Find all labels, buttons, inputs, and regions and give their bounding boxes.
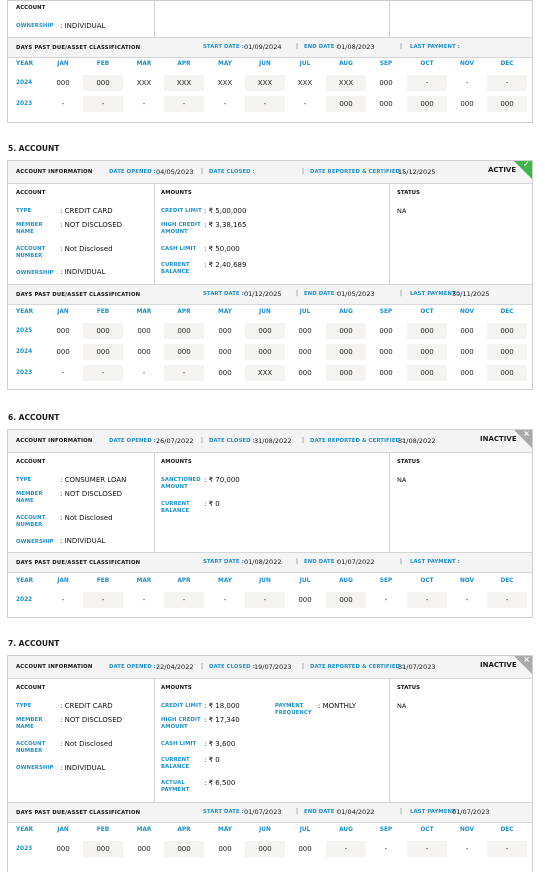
ownership-label: OWNERSHIP	[16, 539, 54, 545]
grid-value-cell: -	[465, 845, 469, 853]
grid-value-cell: 000	[487, 365, 527, 381]
account-card	[7, 429, 533, 618]
amount-label: CREDIT LIMIT	[161, 208, 202, 214]
grid-month-header: JUN	[259, 578, 271, 584]
grid-month-header: JUN	[259, 61, 271, 67]
amount-value: : ₹ 50,000	[204, 245, 240, 253]
grid-value-cell: -	[407, 592, 447, 608]
grid-value-cell: 000	[379, 327, 393, 335]
grid-value-cell: 000	[326, 323, 366, 339]
grid-value-cell: XXX	[245, 75, 285, 91]
grid-month-header: AUG	[339, 61, 353, 67]
ownership-value: : INDIVIDUAL	[60, 537, 106, 545]
type-value: : CREDIT CARD	[60, 702, 113, 710]
grid-month-header: FEB	[96, 827, 110, 833]
grid-value-cell: 000	[407, 323, 447, 339]
payment-frequency-label: PAYMENT FREQUENCY	[275, 703, 312, 716]
amount-value: : ₹ 0	[204, 756, 220, 764]
grid-value-cell: 000	[245, 323, 285, 339]
grid-month-header: JUL	[299, 578, 311, 584]
grid-value-cell: 000	[164, 323, 204, 339]
member-name-value: : NOT DISCLOSED	[60, 490, 123, 498]
date-opened-label: DATE OPENED :	[109, 664, 156, 670]
grid-month-header: MAR	[136, 578, 152, 584]
grid-value-cell: -	[465, 596, 469, 604]
grid-value-cell: -	[83, 365, 123, 381]
grid-month-header: JAN	[57, 578, 69, 584]
member-name-label: MEMBER NAME	[16, 717, 43, 730]
amount-value: : ₹ 6,500	[204, 779, 236, 787]
grid-year-cell: 2025	[16, 328, 33, 334]
grid-value-cell: 000	[379, 369, 393, 377]
grid-month-header: NOV	[459, 61, 475, 67]
status-value: NA	[397, 702, 407, 710]
amount-value: : ₹ 0	[204, 500, 220, 508]
grid-value-cell: 000	[218, 845, 232, 853]
account-number-label: ACCOUNT NUMBER	[16, 741, 46, 754]
grid-value-cell: -	[465, 79, 469, 87]
account-col-heading: ACCOUNT	[16, 459, 46, 465]
grid-value-cell: -	[487, 841, 527, 857]
end-date-value: 01/07/2022	[337, 558, 375, 566]
ownership-label: OWNERSHIP	[16, 270, 54, 276]
grid-value-cell: 000	[379, 79, 393, 87]
payment-frequency-value: : MONTHLY	[318, 702, 357, 710]
grid-year-cell: 2023	[16, 101, 33, 107]
end-date-label: END DATE :	[304, 291, 339, 297]
account-details	[8, 184, 532, 285]
grid-value-cell: 000	[326, 344, 366, 360]
grid-month-header: MAY	[218, 827, 232, 833]
grid-month-header: JUL	[299, 61, 311, 67]
grid-month-header: MAY	[218, 309, 232, 315]
amount-value: : ₹ 18,000	[204, 702, 240, 710]
grid-value-cell: -	[487, 75, 527, 91]
status-heading: STATUS	[397, 190, 421, 196]
amount-label: HIGH CREDIT AMOUNT	[161, 222, 201, 235]
grid-value-cell: 000	[137, 845, 151, 853]
grid-month-header: NOV	[459, 827, 475, 833]
date-closed-value: 31/08/2022	[254, 437, 292, 445]
account-title: 5. ACCOUNT	[8, 144, 60, 153]
account-info-block	[8, 1, 532, 38]
member-name-label: MEMBER NAME	[16, 222, 43, 235]
grid-value-cell: XXX	[164, 75, 204, 91]
grid-value-cell: XXX	[245, 365, 285, 381]
dpd-title: DAYS PAST DUE/ASSET CLASSIFICATION	[16, 810, 141, 816]
grid-month-header: JUN	[259, 827, 271, 833]
grid-value-cell: -	[384, 845, 388, 853]
date-reported-label: DATE REPORTED & CERTIFIED :	[310, 664, 405, 670]
grid-month-header: OCT	[420, 309, 434, 315]
start-date-label: START DATE :	[203, 291, 244, 297]
amount-value: : ₹ 2,40,689	[204, 261, 247, 269]
grid-value-cell: 000	[56, 79, 70, 87]
member-name-value: : NOT DISCLOSED	[60, 221, 123, 229]
amount-label: CURRENT BALANCE	[161, 501, 190, 514]
grid-value-cell: 000	[218, 327, 232, 335]
amounts-heading: AMOUNTS	[161, 190, 192, 196]
grid-month-header: MAR	[136, 309, 152, 315]
grid-value-cell: 000	[326, 96, 366, 112]
start-date-value: 01/08/2022	[244, 558, 282, 566]
grid-value-cell: 000	[164, 344, 204, 360]
grid-month-header: NOV	[459, 578, 475, 584]
member-name-label: MEMBER NAME	[16, 491, 43, 504]
grid-value-cell: -	[384, 596, 388, 604]
grid-month-header: APR	[177, 827, 191, 833]
grid-value-cell: 000	[83, 344, 123, 360]
grid-value-cell: -	[326, 841, 366, 857]
account-number-label: ACCOUNT NUMBER	[16, 246, 46, 259]
grid-value-cell: 000	[298, 596, 312, 604]
grid-year-header: YEAR	[16, 578, 34, 584]
grid-year-header: YEAR	[16, 61, 34, 67]
grid-month-header: JAN	[57, 61, 69, 67]
type-value: : CREDIT CARD	[60, 207, 113, 215]
dpd-title: DAYS PAST DUE/ASSET CLASSIFICATION	[16, 560, 141, 566]
status-heading: STATUS	[397, 459, 421, 465]
grid-value-cell: 000	[407, 96, 447, 112]
date-opened-label: DATE OPENED :	[109, 438, 156, 444]
account-col-heading: ACCOUNT	[16, 190, 46, 196]
date-opened-value: 22/04/2022	[156, 663, 194, 671]
ownership-value: : INDIVIDUAL	[60, 22, 106, 30]
account-card-partial	[7, 0, 533, 123]
grid-value-cell: 000	[245, 344, 285, 360]
type-label: TYPE	[16, 208, 32, 214]
grid-month-header: OCT	[420, 827, 434, 833]
grid-month-header: SEP	[379, 309, 393, 315]
start-date-label: START DATE :	[203, 809, 244, 815]
type-label: TYPE	[16, 477, 32, 483]
start-date-label: START DATE :	[203, 559, 244, 565]
grid-value-cell: 000	[487, 344, 527, 360]
ownership-value: : INDIVIDUAL	[60, 268, 106, 276]
grid-year-cell: 2024	[16, 349, 33, 355]
grid-value-cell: 000	[218, 369, 232, 377]
grid-month-header: AUG	[339, 827, 353, 833]
grid-year-cell: 2024	[16, 80, 33, 86]
grid-month-header: SEP	[379, 61, 393, 67]
grid-month-header: MAR	[136, 827, 152, 833]
grid-value-cell: -	[245, 96, 285, 112]
account-number-value: : Not Disclosed	[60, 245, 113, 253]
grid-value-cell: -	[164, 365, 204, 381]
grid-value-cell: -	[83, 96, 123, 112]
last-payment-label: LAST PAYMENT :	[410, 44, 460, 50]
amount-value: : ₹ 17,340	[204, 716, 240, 724]
grid-value-cell: 000	[218, 348, 232, 356]
grid-value-cell: 000	[245, 841, 285, 857]
grid-month-header: JUL	[299, 827, 311, 833]
grid-value-cell: XXX	[326, 75, 366, 91]
member-name-value: : NOT DISCLOSED	[60, 716, 123, 724]
grid-value-cell: -	[223, 596, 227, 604]
account-info-header: ACCOUNT INFORMATION DATE OPENED : 26/07/2022 | DATE CLOSED : 31/08/2022 | DATE REPORTED & CERTIFIED : 31/08/2022 INACTIVE ×	[8, 430, 532, 453]
date-reported-value: 31/08/2022	[398, 437, 436, 445]
status-value: NA	[397, 207, 407, 215]
dpd-header: DAYS PAST DUE/ASSET CLASSIFICATION START DATE : 01/08/2022 | END DATE : 01/07/2022 | LAST PAYMENT :	[8, 553, 532, 573]
status-badge: INACTIVE	[480, 435, 517, 443]
grid-month-header: FEB	[96, 309, 110, 315]
last-payment-label: LAST PAYMENT :	[410, 559, 460, 565]
grid-month-header: JUL	[299, 309, 311, 315]
grid-value-cell: -	[142, 369, 146, 377]
grid-month-header: OCT	[420, 61, 434, 67]
amount-label: SANCTIONED AMOUNT	[161, 477, 201, 490]
account-number-value: : Not Disclosed	[60, 740, 113, 748]
amount-label: CURRENT BALANCE	[161, 757, 190, 770]
dpd-title: DAYS PAST DUE/ASSET CLASSIFICATION	[16, 45, 141, 51]
amounts-heading: AMOUNTS	[161, 685, 192, 691]
end-date-value: 01/08/2023	[337, 43, 375, 51]
ownership-label: OWNERSHIP	[16, 765, 54, 771]
grid-value-cell: 000	[379, 348, 393, 356]
end-date-value: 01/04/2022	[337, 808, 375, 816]
last-payment-value: 01/07/2023	[452, 808, 490, 816]
grid-value-cell: 000	[407, 344, 447, 360]
status-badge: ACTIVE	[488, 166, 517, 174]
grid-month-header: DEC	[500, 578, 514, 584]
grid-value-cell: -	[487, 592, 527, 608]
account-info-header: ACCOUNT INFORMATION DATE OPENED : 22/04/2022 | DATE CLOSED : 19/07/2023 | DATE REPORTED & CERTIFIED : 31/07/2023 INACTIVE ×	[8, 656, 532, 679]
dpd-header: DAYS PAST DUE/ASSET CLASSIFICATION START DATE : 01/09/2024 | END DATE : 01/08/2023 | LAST PAYMENT :	[8, 38, 532, 58]
start-date-label: START DATE :	[203, 44, 244, 50]
date-opened-value: 26/07/2022	[156, 437, 194, 445]
grid-value-cell: -	[303, 100, 307, 108]
type-label: TYPE	[16, 703, 32, 709]
grid-value-cell: -	[407, 841, 447, 857]
grid-value-cell: 000	[326, 592, 366, 608]
end-date-label: END DATE :	[304, 809, 339, 815]
ownership-label: OWNERSHIP	[16, 23, 54, 29]
grid-value-cell: 000	[407, 365, 447, 381]
date-reported-value: 15/12/2025	[398, 168, 436, 176]
account-title: 6. ACCOUNT	[8, 413, 60, 422]
close-icon: ×	[523, 655, 530, 664]
date-opened-label: DATE OPENED :	[109, 169, 156, 175]
dpd-header: DAYS PAST DUE/ASSET CLASSIFICATION START DATE : 01/12/2025 | END DATE : 01/05/2023 | LAST PAYMENT : 30/11/2025	[8, 285, 532, 305]
grid-value-cell: 000	[298, 348, 312, 356]
date-closed-value: 19/07/2023	[254, 663, 292, 671]
grid-value-cell: -	[142, 100, 146, 108]
grid-year-cell: 2023	[16, 846, 33, 852]
grid-value-cell: 000	[164, 841, 204, 857]
status-value: NA	[397, 476, 407, 484]
account-info-title: ACCOUNT INFORMATION	[16, 438, 93, 444]
grid-value-cell: 000	[56, 348, 70, 356]
grid-month-header: DEC	[500, 61, 514, 67]
amount-label: CASH LIMIT	[161, 741, 197, 747]
grid-value-cell: XXX	[217, 79, 233, 87]
ownership-value: : INDIVIDUAL	[60, 764, 106, 772]
grid-value-cell: 000	[298, 845, 312, 853]
grid-value-cell: 000	[487, 323, 527, 339]
grid-value-cell: 000	[460, 348, 474, 356]
grid-year-cell: 2023	[16, 370, 33, 376]
grid-month-header: SEP	[379, 578, 393, 584]
grid-month-header: MAR	[136, 61, 152, 67]
grid-month-header: APR	[177, 578, 191, 584]
grid-month-header: JUN	[259, 309, 271, 315]
status-heading: STATUS	[397, 685, 421, 691]
date-reported-label: DATE REPORTED & CERTIFIED :	[310, 169, 405, 175]
account-info-title: ACCOUNT INFORMATION	[16, 664, 93, 670]
status-badge: INACTIVE	[480, 661, 517, 669]
end-date-value: 01/05/2023	[337, 290, 375, 298]
start-date-value: 01/07/2023	[244, 808, 282, 816]
amount-label: HIGH CREDIT AMOUNT	[161, 717, 201, 730]
grid-value-cell: XXX	[297, 79, 313, 87]
grid-year-cell: 2022	[16, 597, 33, 603]
grid-month-header: DEC	[500, 309, 514, 315]
account-heading: ACCOUNT	[16, 5, 46, 11]
account-col-heading: ACCOUNT	[16, 685, 46, 691]
grid-month-header: DEC	[500, 827, 514, 833]
grid-value-cell: -	[223, 100, 227, 108]
account-card	[7, 655, 533, 872]
date-reported-label: DATE REPORTED & CERTIFIED :	[310, 438, 405, 444]
grid-value-cell: -	[164, 96, 204, 112]
start-date-value: 01/09/2024	[244, 43, 282, 51]
grid-value-cell: -	[61, 596, 65, 604]
grid-value-cell: 000	[379, 100, 393, 108]
grid-value-cell: 000	[298, 369, 312, 377]
account-info-title: ACCOUNT INFORMATION	[16, 169, 93, 175]
grid-month-header: OCT	[420, 578, 434, 584]
end-date-label: END DATE :	[304, 559, 339, 565]
amount-label: ACTUAL PAYMENT	[161, 780, 190, 793]
start-date-value: 01/12/2025	[244, 290, 282, 298]
grid-month-header: APR	[177, 61, 191, 67]
grid-value-cell: -	[142, 596, 146, 604]
last-payment-value: 30/11/2025	[452, 290, 490, 298]
grid-value-cell: 000	[298, 327, 312, 335]
grid-value-cell: 000	[487, 96, 527, 112]
grid-value-cell: 000	[460, 327, 474, 335]
grid-month-header: FEB	[96, 578, 110, 584]
account-number-label: ACCOUNT NUMBER	[16, 515, 46, 528]
grid-value-cell: -	[61, 100, 65, 108]
account-details	[8, 453, 532, 553]
grid-value-cell: -	[83, 592, 123, 608]
grid-value-cell: 000	[56, 327, 70, 335]
grid-value-cell: 000	[56, 845, 70, 853]
grid-month-header: NOV	[459, 309, 475, 315]
end-date-label: END DATE :	[304, 44, 339, 50]
dpd-title: DAYS PAST DUE/ASSET CLASSIFICATION	[16, 292, 141, 298]
amount-label: CURRENT BALANCE	[161, 262, 190, 275]
grid-month-header: MAY	[218, 578, 232, 584]
grid-value-cell: XXX	[136, 79, 152, 87]
date-closed-label: DATE CLOSED :	[209, 169, 255, 175]
grid-month-header: MAY	[218, 61, 232, 67]
account-title: 7. ACCOUNT	[8, 639, 60, 648]
account-card	[7, 160, 533, 390]
grid-month-header: JAN	[57, 309, 69, 315]
grid-value-cell: 000	[460, 369, 474, 377]
grid-month-header: JAN	[57, 827, 69, 833]
grid-month-header: APR	[177, 309, 191, 315]
date-reported-value: 31/07/2023	[398, 663, 436, 671]
date-opened-value: 04/05/2023	[156, 168, 194, 176]
grid-value-cell: 000	[83, 323, 123, 339]
last-payment-label: LAST PAYMENT :	[410, 291, 460, 297]
grid-value-cell: -	[164, 592, 204, 608]
close-icon: ×	[523, 429, 530, 438]
dpd-header: DAYS PAST DUE/ASSET CLASSIFICATION START DATE : 01/07/2023 | END DATE : 01/04/2022 | LAST PAYMENT : 01/07/2023	[8, 803, 532, 823]
grid-value-cell: -	[61, 369, 65, 377]
grid-month-header: SEP	[379, 827, 393, 833]
account-number-value: : Not Disclosed	[60, 514, 113, 522]
grid-value-cell: 000	[326, 365, 366, 381]
type-value: : CONSUMER LOAN	[60, 476, 127, 484]
amount-label: CASH LIMIT	[161, 246, 197, 252]
grid-value-cell: 000	[137, 348, 151, 356]
amount-value: : ₹ 70,000	[204, 476, 240, 484]
grid-month-header: AUG	[339, 578, 353, 584]
amounts-heading: AMOUNTS	[161, 459, 192, 465]
date-closed-label: DATE CLOSED :	[209, 438, 255, 444]
amount-value: : ₹ 3,600	[204, 740, 236, 748]
account-details	[8, 679, 532, 803]
date-closed-label: DATE CLOSED :	[209, 664, 255, 670]
grid-value-cell: 000	[83, 75, 123, 91]
grid-month-header: AUG	[339, 309, 353, 315]
grid-month-header: FEB	[96, 61, 110, 67]
grid-value-cell: -	[407, 75, 447, 91]
amount-value: : ₹ 3,38,165	[204, 221, 247, 229]
grid-value-cell: 000	[83, 841, 123, 857]
grid-year-header: YEAR	[16, 309, 34, 315]
last-payment-label: LAST PAYMENT :	[410, 809, 460, 815]
amount-label: CREDIT LIMIT	[161, 703, 202, 709]
amount-value: : ₹ 5,00,000	[204, 207, 247, 215]
account-info-header: ACCOUNT INFORMATION DATE OPENED : 04/05/2023 | DATE CLOSED : | DATE REPORTED & CERTIFIED : 15/12/2025 ACTIVE ✓	[8, 161, 532, 184]
grid-value-cell: -	[245, 592, 285, 608]
check-icon: ✓	[522, 160, 530, 170]
grid-year-header: YEAR	[16, 827, 34, 833]
grid-value-cell: 000	[137, 327, 151, 335]
grid-value-cell: 000	[460, 100, 474, 108]
